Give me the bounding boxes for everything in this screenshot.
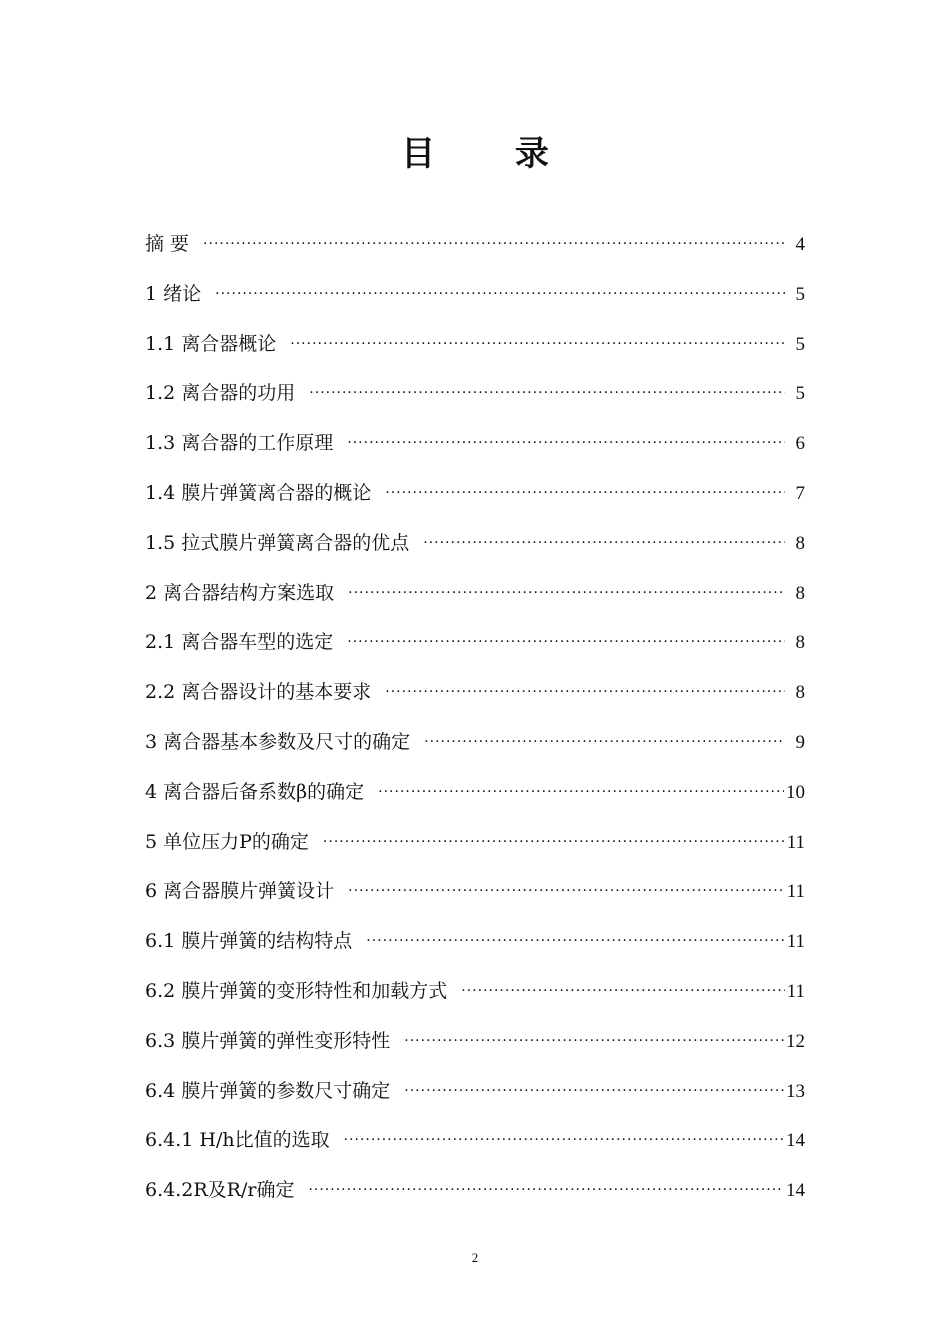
toc-dot-leader	[385, 668, 785, 718]
toc-entry[interactable]	[145, 419, 805, 469]
toc-entry[interactable]	[145, 369, 805, 419]
toc-entry-label: 1.5 拉式膜片弹簧离合器的优点	[145, 531, 410, 554]
toc-dot-leader	[308, 1166, 784, 1216]
toc-entry[interactable]	[145, 469, 805, 519]
toc-dot-leader	[348, 569, 785, 619]
toc-dot-leader	[378, 768, 784, 818]
toc-entry-label: 1.4 膜片弹簧离合器的概论	[145, 481, 372, 504]
toc-entry-page: 9	[795, 731, 805, 753]
toc-entry[interactable]	[145, 1116, 805, 1166]
toc-entry-page: 5	[795, 383, 805, 405]
toc-entry[interactable]	[145, 867, 805, 917]
toc-entry[interactable]	[145, 818, 805, 868]
page-number: 2	[471, 1250, 479, 1265]
toc-entry[interactable]	[145, 519, 805, 569]
toc-entry-label: 6.4.2R及R/r确定	[145, 1179, 295, 1202]
toc-entry-label: 6.4 膜片弹簧的参数尺寸确定	[145, 1079, 391, 1102]
toc-dot-leader	[385, 469, 785, 519]
toc-entry-label: 1.3 离合器的工作原理	[145, 432, 334, 455]
toc-entry[interactable]	[145, 668, 805, 718]
toc-dot-leader	[309, 369, 785, 419]
toc-entry[interactable]	[145, 220, 805, 270]
toc-entry-page: 14	[786, 1130, 805, 1152]
toc-entry[interactable]	[145, 320, 805, 370]
toc-entry[interactable]	[145, 1017, 805, 1067]
toc-entry-label: 2 离合器结构方案选取	[145, 581, 335, 604]
toc-dot-leader	[347, 618, 785, 668]
toc-entry-page: 5	[795, 333, 805, 355]
toc-entry-label: 6.2 膜片弹簧的变形特性和加载方式	[145, 979, 448, 1002]
toc-entry[interactable]	[145, 1166, 805, 1216]
toc-dot-leader	[423, 519, 785, 569]
toc-entry-page: 4	[795, 234, 805, 255]
toc-entry-label: 1.1 离合器概论	[145, 332, 277, 355]
toc-dot-leader	[215, 270, 785, 320]
table-of-contents	[145, 220, 805, 1216]
toc-entry-page: 7	[795, 482, 805, 504]
toc-entry-page: 12	[786, 1030, 805, 1052]
toc-dot-leader	[344, 1116, 784, 1166]
toc-entry[interactable]	[145, 270, 805, 320]
toc-entry[interactable]	[145, 718, 805, 768]
toc-dot-leader	[290, 320, 785, 370]
toc-entry[interactable]	[145, 569, 805, 619]
toc-entry-page: 5	[795, 283, 805, 305]
toc-entry-label: 5 单位压力P的确定	[145, 830, 309, 853]
toc-entry-page: 8	[795, 582, 805, 604]
toc-dot-leader	[404, 1017, 784, 1067]
toc-entry-label: 1.2 离合器的功用	[145, 382, 296, 405]
toc-entry-page: 11	[786, 980, 805, 1002]
toc-dot-leader	[203, 220, 785, 270]
toc-entry-page: 6	[795, 433, 805, 455]
toc-dot-leader	[366, 917, 784, 967]
toc-entry-label: 6.4.1 H/h比值的选取	[145, 1129, 330, 1152]
toc-dot-leader	[348, 867, 785, 917]
toc-entry-page: 14	[786, 1180, 805, 1202]
toc-entry-page: 11	[786, 881, 805, 903]
toc-entry[interactable]	[145, 1067, 805, 1117]
toc-dot-leader	[461, 967, 784, 1017]
toc-entry-label: 6.1 膜片弹簧的结构特点	[145, 930, 353, 953]
toc-dot-leader	[424, 718, 785, 768]
toc-entry-page: 8	[795, 682, 805, 704]
toc-entry-label: 3 离合器基本参数及尺寸的确定	[145, 730, 411, 753]
toc-entry-page: 8	[795, 532, 805, 554]
toc-entry-label: 4 离合器后备系数β的确定	[145, 780, 365, 803]
toc-entry[interactable]	[145, 917, 805, 967]
page-title: 目 录	[401, 134, 583, 174]
toc-entry[interactable]	[145, 768, 805, 818]
toc-entry-page: 11	[786, 831, 805, 853]
toc-dot-leader	[404, 1067, 784, 1117]
toc-entry-page: 11	[786, 931, 805, 953]
toc-entry-label: 6 离合器膜片弹簧设计	[145, 880, 335, 903]
toc-entry-label: 1 绪论	[145, 282, 202, 305]
toc-entry-label: 6.3 膜片弹簧的弹性变形特性	[145, 1029, 391, 1052]
toc-dot-leader	[323, 818, 785, 868]
toc-entry-label: 摘 要	[145, 233, 190, 255]
toc-entry[interactable]	[145, 618, 805, 668]
toc-entry-page: 8	[795, 632, 805, 654]
toc-entry-page: 13	[786, 1080, 805, 1102]
toc-entry-label: 2.1 离合器车型的选定	[145, 631, 334, 654]
toc-entry-label: 2.2 离合器设计的基本要求	[145, 681, 372, 704]
toc-entry-page: 10	[786, 781, 805, 803]
toc-dot-leader	[347, 419, 785, 469]
toc-entry[interactable]	[145, 967, 805, 1017]
